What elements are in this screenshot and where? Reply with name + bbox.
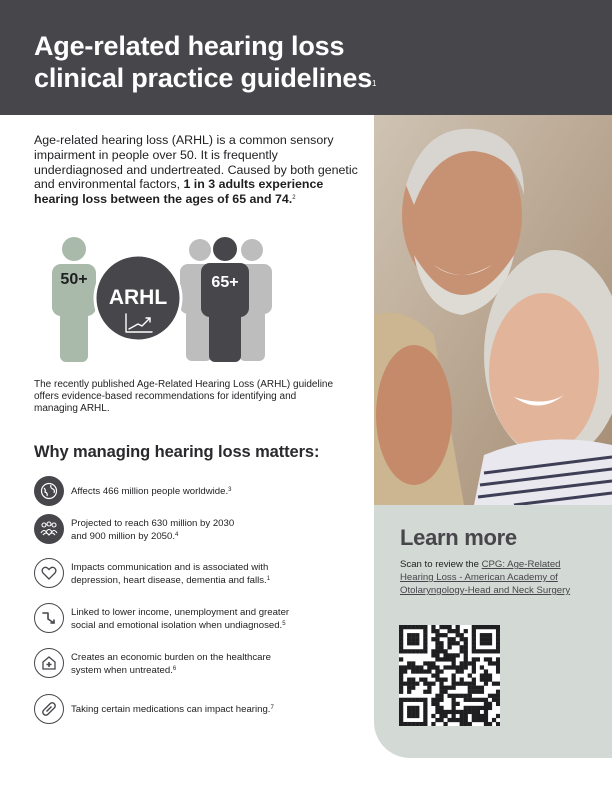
- person-sage-icon: [52, 237, 96, 362]
- trend-down-icon: [34, 603, 64, 633]
- guideline-paragraph: The recently published Age-Related Hearing Loss (ARHL) guideline offers evidence-based recommendations for identifying and managing ARHL.: [34, 379, 334, 415]
- house-medical-icon: [34, 648, 64, 678]
- intro-ref: 2: [292, 195, 296, 202]
- learn-more-title: Learn more: [400, 525, 517, 550]
- label-50-plus: 50+: [60, 271, 88, 288]
- why-item-income: [34, 603, 364, 637]
- why-item-text: Impacts communication and is associated with depression, heart disease, dementia and falls.$^1$: [71, 562, 271, 586]
- cpg-link[interactable]: CPG: Age-Related Hearing Loss - American Academy of Otolaryngology-Head and Neck Surgery: [400, 559, 571, 596]
- why-item-text: Affects 466 million people worldwide.$^3$: [71, 486, 232, 497]
- pill-icon: [34, 694, 64, 724]
- couple-photo: [374, 115, 612, 505]
- arhl-infographic: [34, 234, 284, 366]
- title-line-1: Age-related hearing loss: [34, 31, 345, 61]
- learn-more-panel: [374, 505, 612, 758]
- label-65-plus: 65+: [211, 274, 239, 291]
- scan-text: Scan to review the CPG: Age-Related Hearing Loss - American Academy of Otolaryngology-Head and Neck Surgery: [400, 559, 571, 596]
- heart-icon: [34, 558, 64, 588]
- title-ref: 1: [372, 79, 377, 88]
- why-item-worldwide: [34, 476, 364, 510]
- qr-code[interactable]: [399, 625, 500, 726]
- label-arhl: ARHL: [108, 286, 168, 309]
- why-item-projection: [34, 514, 364, 548]
- qr-code-graphic: [399, 625, 500, 726]
- couple-photo-illustration: [374, 115, 612, 505]
- page-title: [34, 30, 594, 94]
- why-item-text: Creates an economic burden on the healthcare system when untreated.$^6$: [71, 652, 271, 676]
- why-item-communication: [34, 558, 364, 592]
- intro-paragraph: [34, 133, 360, 207]
- header-band: [0, 0, 612, 115]
- people-figures: [34, 234, 284, 366]
- intro-text: Age-related hearing loss (ARHL) is a common sensory impairment in people over 50. It is frequently underdiagnosed and undertreated. Caused by both genetic and environmental factors,: [34, 133, 358, 192]
- title-line-2: clinical practice guidelines: [34, 63, 373, 93]
- why-section-title: Why managing hearing loss matters:: [34, 443, 320, 461]
- why-item-medications: [34, 694, 364, 728]
- globe-icon: [34, 476, 64, 506]
- why-item-economic: [34, 648, 364, 682]
- why-item-text: Projected to reach 630 million by 2030 and 900 million by 2050.$^4$: [71, 518, 235, 542]
- why-item-text: Taking certain medications can impact hearing.$^7$: [71, 704, 274, 715]
- intro-bold-stat: 1 in 3 adults experience hearing loss between the ages of 65 and 74.: [34, 177, 324, 207]
- why-item-text: Linked to lower income, unemployment and greater social and emotional isolation when undiagnosed.$^5$: [71, 607, 290, 631]
- people-group-icon: [34, 514, 64, 544]
